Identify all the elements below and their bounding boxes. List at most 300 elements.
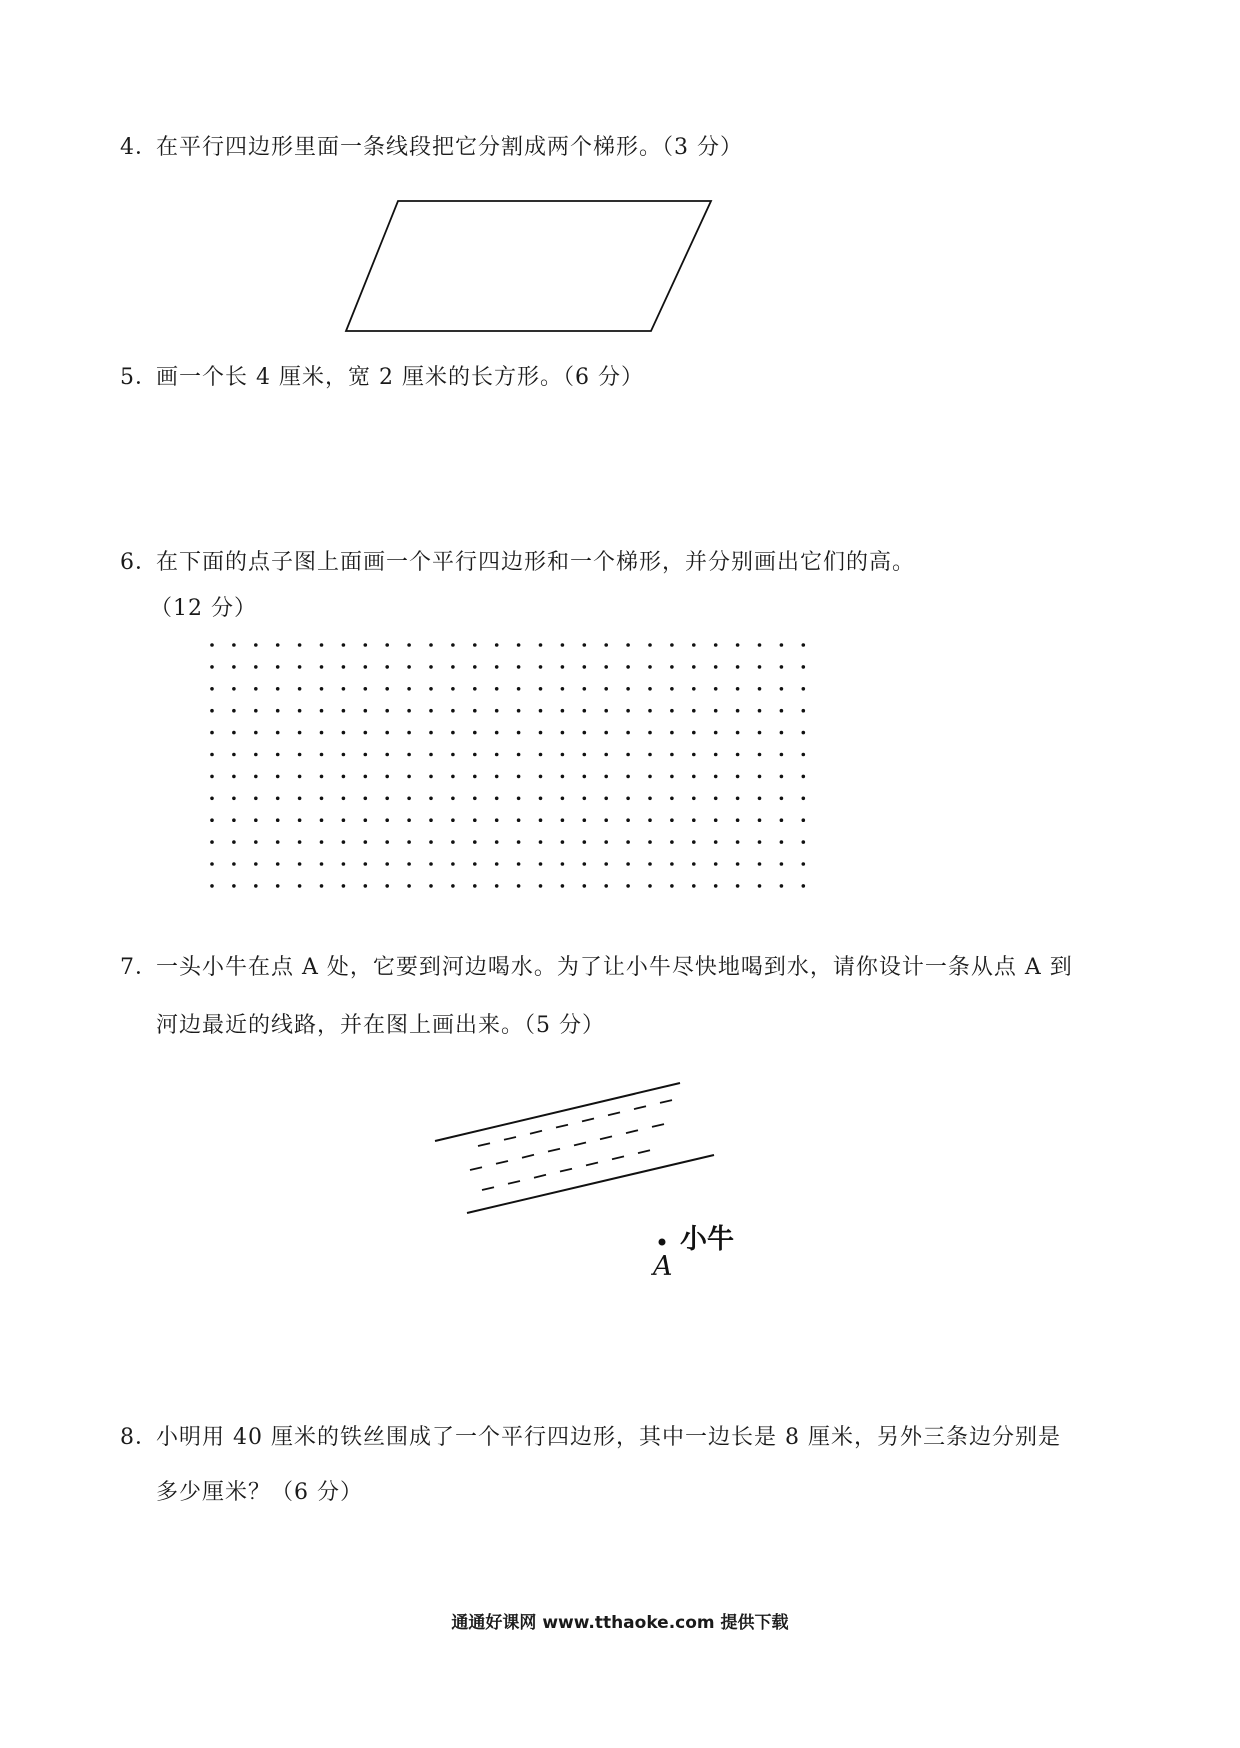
- grid-dot: [232, 753, 236, 757]
- grid-dot: [736, 687, 740, 691]
- river-dash: [470, 1167, 482, 1170]
- grid-dot: [561, 775, 565, 779]
- grid-dot: [758, 753, 762, 757]
- grid-dot: [670, 775, 674, 779]
- grid-dot: [758, 797, 762, 801]
- grid-dot: [210, 840, 214, 844]
- grid-dot: [802, 687, 806, 691]
- grid-dot: [692, 731, 696, 735]
- grid-dot: [429, 665, 433, 669]
- grid-dot: [342, 884, 346, 888]
- river-dash: [478, 1143, 490, 1146]
- grid-dot: [298, 818, 302, 822]
- grid-dot: [342, 753, 346, 757]
- grid-dot: [648, 797, 652, 801]
- grid-dot: [714, 840, 718, 844]
- grid-dot: [626, 643, 630, 647]
- grid-dot: [276, 665, 280, 669]
- question-6-continuation: （12 分）: [150, 596, 257, 621]
- grid-dot: [473, 884, 477, 888]
- grid-dot: [451, 797, 455, 801]
- grid-dot: [364, 775, 368, 779]
- grid-dot: [758, 687, 762, 691]
- grid-dot: [254, 775, 258, 779]
- grid-dot: [626, 709, 630, 713]
- grid-dot: [364, 753, 368, 757]
- grid-dot: [583, 731, 587, 735]
- grid-dot: [495, 775, 499, 779]
- grid-dot: [210, 665, 214, 669]
- grid-dot: [429, 775, 433, 779]
- river-dash: [482, 1187, 494, 1190]
- grid-dot: [648, 862, 652, 866]
- grid-dot: [451, 665, 455, 669]
- grid-dot: [407, 818, 411, 822]
- grid-dot: [342, 643, 346, 647]
- question-text: 画一个长 4 厘米，宽 2 厘米的长方形。（6 分）: [156, 365, 644, 390]
- grid-dot: [539, 840, 543, 844]
- grid-dot: [451, 775, 455, 779]
- grid-dot: [429, 840, 433, 844]
- grid-dot: [364, 840, 368, 844]
- grid-dot: [320, 665, 324, 669]
- river-dash: [582, 1119, 594, 1122]
- grid-dot: [714, 665, 718, 669]
- grid-dot: [254, 840, 258, 844]
- grid-dot: [298, 687, 302, 691]
- grid-dot: [758, 731, 762, 735]
- river-dash: [534, 1175, 546, 1178]
- grid-dot: [320, 687, 324, 691]
- grid-dot: [539, 687, 543, 691]
- grid-dot: [802, 709, 806, 713]
- grid-dot: [517, 731, 521, 735]
- question-8-continuation: 多少厘米？（6 分）: [156, 1480, 363, 1505]
- grid-dot: [758, 665, 762, 669]
- grid-dot: [364, 643, 368, 647]
- grid-dot: [364, 818, 368, 822]
- grid-dot: [604, 840, 608, 844]
- grid-dot: [429, 687, 433, 691]
- grid-dot: [276, 643, 280, 647]
- grid-dot: [626, 884, 630, 888]
- grid-dot: [232, 862, 236, 866]
- grid-dot: [451, 862, 455, 866]
- grid-dot: [364, 797, 368, 801]
- calf-label: 小牛: [680, 1224, 734, 1255]
- grid-dot: [648, 753, 652, 757]
- grid-dot: [692, 884, 696, 888]
- grid-dot: [780, 753, 784, 757]
- river-dash: [634, 1106, 646, 1109]
- grid-dot: [758, 840, 762, 844]
- grid-dot: [517, 862, 521, 866]
- grid-dot: [604, 884, 608, 888]
- grid-dot: [583, 775, 587, 779]
- grid-dot: [298, 753, 302, 757]
- grid-dot: [561, 643, 565, 647]
- river-dash: [508, 1181, 520, 1184]
- grid-dot: [517, 665, 521, 669]
- grid-dot: [714, 753, 718, 757]
- grid-dot: [780, 709, 784, 713]
- grid-dot: [714, 797, 718, 801]
- grid-dot: [429, 797, 433, 801]
- grid-dot: [232, 665, 236, 669]
- grid-dot: [561, 862, 565, 866]
- grid-dot: [451, 643, 455, 647]
- grid-dot: [429, 731, 433, 735]
- grid-dot: [254, 818, 258, 822]
- grid-dot: [320, 884, 324, 888]
- question-7-continuation: 河边最近的线路，并在图上画出来。（5 分）: [156, 1013, 605, 1038]
- question-text: 在下面的点子图上面画一个平行四边形和一个梯形，并分别画出它们的高。: [156, 550, 916, 575]
- grid-dot: [670, 709, 674, 713]
- grid-dot: [364, 884, 368, 888]
- grid-dot: [561, 818, 565, 822]
- question-number: 5．: [120, 365, 158, 390]
- grid-dot: [670, 797, 674, 801]
- grid-dot: [583, 665, 587, 669]
- grid-dot: [473, 687, 477, 691]
- grid-dot: [561, 884, 565, 888]
- grid-dot: [626, 797, 630, 801]
- grid-dot: [714, 731, 718, 735]
- grid-dot: [342, 665, 346, 669]
- grid-dot: [254, 687, 258, 691]
- grid-dot: [473, 862, 477, 866]
- grid-dot: [648, 884, 652, 888]
- grid-dot: [692, 840, 696, 844]
- grid-dot: [385, 731, 389, 735]
- grid-dot: [254, 643, 258, 647]
- grid-dot: [802, 731, 806, 735]
- grid-dot: [604, 862, 608, 866]
- river-dash: [504, 1137, 516, 1140]
- grid-dot: [736, 753, 740, 757]
- grid-dot: [583, 840, 587, 844]
- grid-dot: [604, 818, 608, 822]
- question-number: 7．: [120, 955, 158, 980]
- grid-dot: [780, 731, 784, 735]
- grid-dot: [604, 797, 608, 801]
- grid-dot: [298, 665, 302, 669]
- grid-dot: [780, 818, 784, 822]
- grid-dot: [385, 884, 389, 888]
- parallelogram-figure: [346, 201, 711, 331]
- grid-dot: [451, 687, 455, 691]
- grid-dot: [714, 643, 718, 647]
- grid-dot: [648, 818, 652, 822]
- grid-dot: [210, 775, 214, 779]
- grid-dot: [210, 884, 214, 888]
- river-water-dashes: [470, 1100, 672, 1190]
- grid-dot: [517, 884, 521, 888]
- grid-dot: [780, 884, 784, 888]
- grid-dot: [604, 775, 608, 779]
- grid-dot: [451, 753, 455, 757]
- grid-dot: [276, 797, 280, 801]
- river-bank-upper: [435, 1083, 680, 1141]
- grid-dot: [626, 687, 630, 691]
- grid-dot: [254, 731, 258, 735]
- grid-dot: [385, 840, 389, 844]
- grid-dot: [626, 775, 630, 779]
- grid-dot: [451, 818, 455, 822]
- grid-dot: [232, 775, 236, 779]
- grid-dot: [517, 818, 521, 822]
- grid-dot: [298, 862, 302, 866]
- grid-dot: [385, 665, 389, 669]
- river-dash: [574, 1143, 586, 1146]
- grid-dot: [276, 840, 280, 844]
- grid-dot: [429, 862, 433, 866]
- grid-dot: [692, 687, 696, 691]
- grid-dot: [276, 884, 280, 888]
- grid-dot: [232, 797, 236, 801]
- grid-dot: [670, 643, 674, 647]
- river-dash: [638, 1150, 650, 1153]
- grid-dot: [626, 753, 630, 757]
- grid-dot: [604, 687, 608, 691]
- grid-dot: [473, 753, 477, 757]
- grid-dot: [473, 665, 477, 669]
- grid-dot: [495, 665, 499, 669]
- grid-dot: [451, 709, 455, 713]
- grid-dot: [539, 753, 543, 757]
- question-number: 8．: [120, 1425, 158, 1450]
- river-dash: [522, 1155, 534, 1158]
- grid-dot: [517, 775, 521, 779]
- grid-dot: [670, 818, 674, 822]
- grid-dot: [714, 775, 718, 779]
- grid-dot: [736, 884, 740, 888]
- question-number: 6．: [120, 550, 158, 575]
- grid-dot: [385, 797, 389, 801]
- grid-dot: [342, 818, 346, 822]
- grid-dot: [385, 775, 389, 779]
- grid-dot: [802, 818, 806, 822]
- grid-dot: [626, 840, 630, 844]
- grid-dot: [583, 797, 587, 801]
- grid-dot: [583, 884, 587, 888]
- grid-dot: [364, 731, 368, 735]
- grid-dot: [342, 840, 346, 844]
- grid-dot: [604, 643, 608, 647]
- grid-dot: [626, 731, 630, 735]
- grid-dot: [210, 731, 214, 735]
- grid-dot: [407, 840, 411, 844]
- grid-dot: [429, 818, 433, 822]
- grid-dot: [320, 731, 324, 735]
- grid-dot: [626, 665, 630, 669]
- grid-dot: [648, 840, 652, 844]
- grid-dot: [298, 840, 302, 844]
- grid-dot: [473, 840, 477, 844]
- grid-dot: [385, 818, 389, 822]
- grid-dot: [648, 665, 652, 669]
- grid-dot: [407, 753, 411, 757]
- grid-dot: [495, 643, 499, 647]
- grid-dot: [320, 862, 324, 866]
- grid-dot: [473, 709, 477, 713]
- grid-dot: [736, 643, 740, 647]
- grid-dot: [254, 797, 258, 801]
- grid-dot: [298, 797, 302, 801]
- grid-dot: [736, 840, 740, 844]
- grid-dot: [802, 862, 806, 866]
- grid-dot: [539, 818, 543, 822]
- grid-dot: [780, 862, 784, 866]
- grid-dot: [429, 643, 433, 647]
- grid-dot: [320, 818, 324, 822]
- grid-dot: [758, 643, 762, 647]
- grid-dot: [692, 643, 696, 647]
- grid-dot: [517, 753, 521, 757]
- grid-dot: [539, 797, 543, 801]
- grid-dot: [320, 753, 324, 757]
- grid-dot: [495, 709, 499, 713]
- dot-grid: [210, 643, 805, 888]
- grid-dot: [736, 709, 740, 713]
- grid-dot: [670, 884, 674, 888]
- grid-dot: [604, 709, 608, 713]
- grid-dot: [539, 665, 543, 669]
- river-dash: [660, 1100, 672, 1103]
- grid-dot: [780, 643, 784, 647]
- grid-dot: [276, 709, 280, 713]
- grid-dot: [604, 753, 608, 757]
- river-dash: [560, 1169, 572, 1172]
- question-text: 一头小牛在点 A 处，它要到河边喝水。为了让小牛尽快地喝到水，请你设计一条从点 A 到: [156, 955, 1073, 980]
- grid-dot: [736, 862, 740, 866]
- grid-dot: [670, 840, 674, 844]
- grid-dot: [670, 862, 674, 866]
- grid-dot: [276, 775, 280, 779]
- grid-dot: [692, 797, 696, 801]
- grid-dot: [692, 862, 696, 866]
- grid-dot: [736, 818, 740, 822]
- grid-dot: [451, 840, 455, 844]
- grid-dot: [298, 709, 302, 713]
- grid-dot: [407, 731, 411, 735]
- grid-dot: [232, 818, 236, 822]
- grid-dot: [364, 687, 368, 691]
- grid-dot: [780, 687, 784, 691]
- grid-dot: [407, 709, 411, 713]
- grid-dot: [232, 709, 236, 713]
- grid-dot: [298, 884, 302, 888]
- grid-dot: [232, 884, 236, 888]
- grid-dot: [780, 797, 784, 801]
- grid-dot: [583, 753, 587, 757]
- grid-dot: [451, 884, 455, 888]
- grid-dot: [517, 687, 521, 691]
- grid-dot: [670, 753, 674, 757]
- grid-dot: [276, 731, 280, 735]
- grid-dot: [802, 753, 806, 757]
- grid-dot: [298, 643, 302, 647]
- grid-dot: [276, 687, 280, 691]
- grid-dot: [210, 687, 214, 691]
- grid-dot: [736, 731, 740, 735]
- grid-dot: [648, 775, 652, 779]
- river-dash: [652, 1124, 664, 1127]
- grid-dot: [342, 862, 346, 866]
- grid-dot: [539, 643, 543, 647]
- grid-dot: [692, 709, 696, 713]
- grid-dot: [714, 884, 718, 888]
- question-number: 4．: [120, 135, 158, 160]
- grid-dot: [232, 687, 236, 691]
- grid-dot: [583, 687, 587, 691]
- grid-dot: [692, 818, 696, 822]
- grid-dot: [298, 731, 302, 735]
- grid-dot: [342, 687, 346, 691]
- river-dash: [530, 1131, 542, 1134]
- grid-dot: [407, 665, 411, 669]
- grid-dot: [758, 862, 762, 866]
- footer: 通通好课网 www.tthaoke.com 提供下载: [451, 1613, 789, 1633]
- grid-dot: [714, 818, 718, 822]
- grid-dot: [648, 731, 652, 735]
- grid-dot: [583, 709, 587, 713]
- grid-dot: [758, 818, 762, 822]
- question-text: 小明用 40 厘米的铁丝围成了一个平行四边形，其中一边长是 8 厘米，另外三条边分别是: [156, 1425, 1061, 1450]
- grid-dot: [802, 884, 806, 888]
- grid-dot: [254, 753, 258, 757]
- grid-dot: [714, 687, 718, 691]
- grid-dot: [364, 862, 368, 866]
- grid-dot: [495, 884, 499, 888]
- grid-dot: [517, 797, 521, 801]
- grid-dot: [385, 753, 389, 757]
- grid-dot: [736, 665, 740, 669]
- grid-dot: [714, 862, 718, 866]
- grid-dot: [626, 818, 630, 822]
- grid-dot: [758, 884, 762, 888]
- grid-dot: [495, 731, 499, 735]
- grid-dot: [473, 731, 477, 735]
- grid-dot: [407, 643, 411, 647]
- grid-dot: [561, 731, 565, 735]
- river-dash: [608, 1112, 620, 1115]
- grid-dot: [670, 687, 674, 691]
- grid-dot: [495, 687, 499, 691]
- grid-dot: [473, 797, 477, 801]
- grid-dot: [210, 709, 214, 713]
- grid-dot: [320, 775, 324, 779]
- grid-dot: [495, 818, 499, 822]
- grid-dot: [276, 753, 280, 757]
- grid-dot: [364, 709, 368, 713]
- grid-dot: [451, 731, 455, 735]
- grid-dot: [626, 862, 630, 866]
- grid-dot: [210, 862, 214, 866]
- grid-dot: [342, 797, 346, 801]
- grid-dot: [561, 687, 565, 691]
- grid-dot: [385, 862, 389, 866]
- grid-dot: [276, 862, 280, 866]
- grid-dot: [385, 643, 389, 647]
- grid-dot: [539, 731, 543, 735]
- grid-dot: [429, 709, 433, 713]
- grid-dot: [232, 643, 236, 647]
- grid-dot: [670, 665, 674, 669]
- grid-dot: [254, 709, 258, 713]
- grid-dot: [407, 862, 411, 866]
- grid-dot: [320, 709, 324, 713]
